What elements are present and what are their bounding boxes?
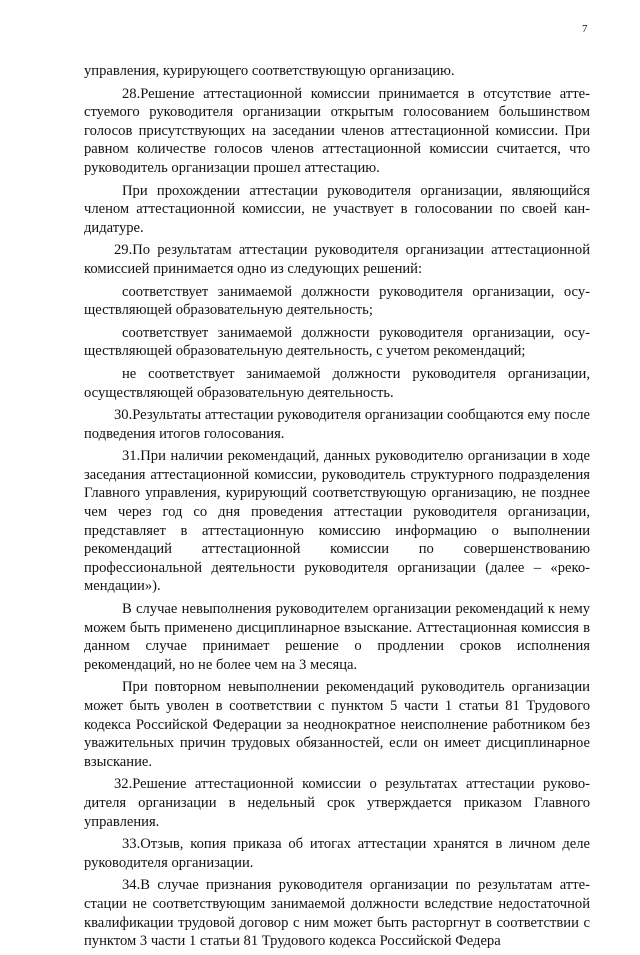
paragraph-30: 30.Результаты аттестации руководителя организации сообщаются ему после подведения итогов голосования. <box>84 407 590 442</box>
paragraph-continuation: управления, курирующего соответствующую организацию. <box>84 63 455 79</box>
paragraph-28: 28.Решение аттестационной комиссии принимается в отсутствие аттестуемого руководителя организации открытым голосованием большинством голосов присутствующих на заседании членов аттестационной комиссии. При равном количестве голосов членов аттестационной комиссии считается, что руководитель организации прошел аттестацию. <box>84 85 590 176</box>
decision-option-2: соответствует занимаемой должности руководителя организации, осуществляющей образовательную деятельность, с учетом рекомендаций; <box>84 324 590 360</box>
paragraph-33: 33.Отзыв, копия приказа об итогах аттестации хранятся в личном деле руководителя организации. <box>84 836 590 871</box>
paragraph-28-note: При прохождении аттестации руководителя организации, являющийся членом аттестационной комиссии, не участвует в голосовании по своей кандидатуре. <box>84 182 590 236</box>
page-number: 7 <box>582 23 588 35</box>
paragraph-29: 29.По результатам аттестации руководителя организации аттестационной комиссией принимается одно из следующих решений: <box>84 242 590 277</box>
paragraph-32: 32.Решение аттестационной комиссии о результатах аттестации руководителя организации в недельный срок утверждается приказом Главного управления. <box>84 776 590 830</box>
decision-option-1: соответствует занимаемой должности руководителя организации, осуществляющей образовательную деятельность; <box>84 283 590 319</box>
paragraph-31-failure: В случае невыполнения руководителем организации рекомендаций к нему можем быть применено дисциплинарное взыскание. Аттестационная комиссия в данном случае принимает решение о продлении сроков исполнения рекомендаций, но не более чем на 3 месяца. <box>84 601 590 673</box>
paragraph-34: 34.В случае признания руководителя организации по результатам аттестации не соответствующим занимаемой должности вследствие недостаточной квалификации трудовой договор с ним может быть расторгнут в соответствии с пунктом 3 части 1 статьи 81 Трудового кодекса Российской Федера <box>84 877 590 950</box>
paragraph-31: 31.При наличии рекомендаций, данных руководителю организации в ходе заседания аттестационной комиссии, руководитель структурного подразделения Главного управления, курирующий соответствующую организацию, не позднее чем через год со дня проведения аттестации руководителя организации, представляет в аттестационную комиссию информацию о выполнении рекомендаций аттестационной комиссии по совершенствованию профессиональной деятельности руководителя организации (далее – «рекомендации»). <box>84 448 590 595</box>
paragraph-31-repeat-failure: При повторном невыполнении рекомендаций руководитель организации может быть уволен в соответствии с пунктом 5 части 1 статьи 81 Трудового кодекса Российской Федерации за неоднократное неисполнение работником без уважительных причин трудовых обязанностей, если он имеет дисциплинарное взыскание. <box>84 679 590 770</box>
decision-option-3: не соответствует занимаемой должности руководителя организации, осуществляющей образовательную деятельность. <box>84 365 590 401</box>
document-body <box>84 62 590 955</box>
